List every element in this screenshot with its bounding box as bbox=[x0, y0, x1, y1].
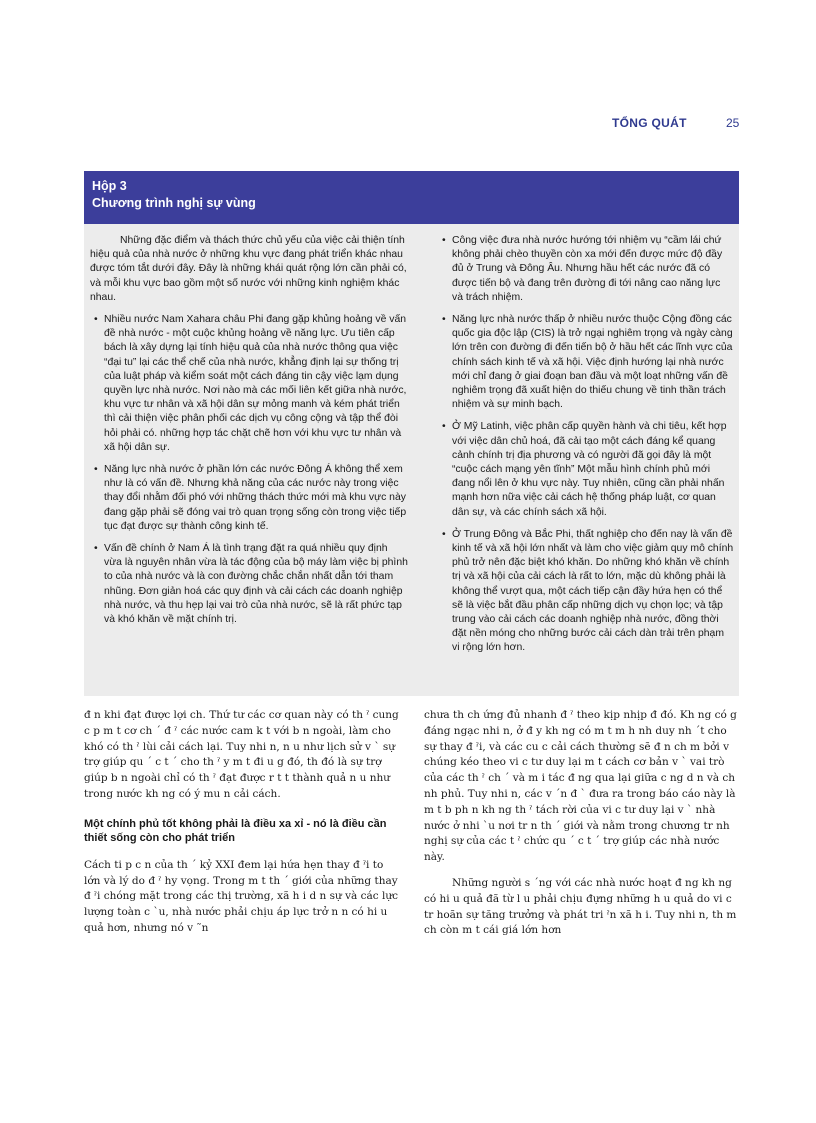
box-bullet: • Nhiều nước Nam Xahara châu Phi đang gặp khủng hoảng về vấn đề nhà nước - một cuộc khủng hoảng về năng lực. Ưu tiên cấp bách là xây dựng lại tính hiệu quả của nhà nước thông qua việc “đại tu” lại các thể chế của nhà nước, khẳng định lại sự thống trị của luật pháp và kiểm soát một cách đáng tin cậy việc lạm dụng quyền lực nhà nước. Nơi nào mà các mối liên kết giữa nhà nước, khu vực tư nhân và xã hội dân sự mỏng manh và kém phát triển thì cải thiện việc phân phối các dịch vụ công cộng và tập thể đòi hỏi phải có. những hợp tác chặt chẽ hơn với khu vực tư nhân và xã hội dân sự. bbox=[90, 313, 408, 455]
body-paragraph: Cách ti p c n của th ˊ kỷ XXI đem lại hứa hẹn thay đ ˀi to lớn và lý do đ ˀ hy vọng. Trong m t th ˊ giới của những thay đ ˀi chóng mặt trong các thị trường, xã h i d n sự và các lực lượng toàn c ˋu, nhà nước phải chịu áp lực trở n n có hi u quả hơn, nhưng nó v ˜n bbox=[84, 858, 399, 934]
body-right-column bbox=[424, 708, 738, 949]
body-left-column bbox=[84, 708, 400, 947]
box-left-column bbox=[90, 234, 408, 635]
body-paragraph: chưa th ch ứng đủ nhanh đ ˀ theo kịp nhịp đ đó. Kh ng có g đáng ngạc nhi n, ở đ y kh ng có m t m h nh duy nh ˊt cho sự thay đ ˀi, và các cu c cải cách thường sẽ đ n ch m bởi v chúng kéo theo vi c tư duy lại m t cách cơ bản v ˋ vai trò của các th ˀ ch ˊ và m i tác đ ng qua lại giữa c ng d n và ch nh phủ. Tuy nhi n, các v ˊn đ ˋ đưa ra trong báo cáo này là m t b ph n kh ng th ˀ tách rời của vi c tư duy lại v ˋ nhà nước ở nhi ˋu nơi tr n th ˊ giới và nằm trong chương tr nh nghị sự của các t ˀ chức qu ˊ c t ˊ trợ giúp các nhà nước này. bbox=[424, 709, 737, 864]
section-heading: Một chính phủ tốt không phải là điều xa xỉ - nó là điều cần thiết sống còn cho phát triển bbox=[84, 817, 387, 845]
box-label: Hộp 3 bbox=[92, 179, 127, 193]
box-header bbox=[84, 171, 739, 224]
section-title: TỔNG QUÁT bbox=[612, 116, 687, 130]
box-bullet: • Năng lực nhà nước ở phần lớn các nước Đông Á không thể xem như là có vấn đề. Nhưng khả năng của các nước này trong việc thay đổi nhằm đối phó với những thách thức mới mà khu vực này đang gặp phải sẽ đóng vai trò quan trọng sống còn trong việc tiếp tục đạt được sự thành công kinh tế. bbox=[90, 463, 408, 534]
box-right-column bbox=[442, 234, 734, 664]
box-bullet: • Ở Trung Đông và Bắc Phi, thất nghiệp cho đến nay là vấn đề kinh tế và xã hội lớn nhất và làm cho việc giảm quy mô chính phủ trở nên đặc biệt khó khăn. Do những khó khăn về chính trị và xã hội của cải cách là rất to lớn, mặc dù không phải là không thể vượt qua, một cách tiếp cận đầy hứa hẹn có thể sẽ là việc bắt đầu phân cấp những dịch vụ chọn lọc; và tập trung vào cải cách các doanh nghiệp nhà nước, đồng thời đặt nền móng cho những bước cải cách dàn trải trên phạm vi rộng lớn hơn. bbox=[442, 528, 734, 656]
box-intro: Những đặc điểm và thách thức chủ yếu của việc cải thiện tính hiệu quả của nhà nước ở những khu vực đang phát triển khác nhau được tóm tắt dưới đây. Đây là những khái quát rộng lớn cần phải có, và mỗi khu vực bao gồm một số nước với những kinh nghiệm khác nhau. bbox=[90, 235, 407, 303]
box-body bbox=[84, 224, 739, 696]
box-bullet: • Vấn đề chính ở Nam Á là tình trạng đặt ra quá nhiều quy định vừa là nguyên nhân vừa là tác động của bộ máy làm việc bị phình to của nhà nước và là con đường chắc chắn nhất dẫn tới tham nhũng. Đơn giản hoá các quy định và cải cách các doanh nghiệp nhà nước, và thu hẹp lại vai trò của nhà nước, sẽ là rất phức tạp và khó khăn về mặt chính trị. bbox=[90, 542, 408, 627]
box-bullet: • Công việc đưa nhà nước hướng tới nhiệm vụ “cầm lái chứ không phải chèo thuyền còn xa mới đến được mức độ đầy đủ ở Trung và Đông Âu. Nhưng hầu hết các nước đã có được tiến bộ và đang trên đường đi tới nâng cao năng lực và trách nhiệm. bbox=[442, 234, 734, 305]
box-title: Chương trình nghị sự vùng bbox=[92, 196, 256, 210]
body-paragraph: Những người s ˊng với các nhà nước hoạt đ ng kh ng có hi u quả đã từ l u phải chịu đựng những h u quả do vi c tr hoãn sự tăng trưởng và phát tri ˀn xã h i. Tuy nhi n, th m ch còn m t cái giá lớn hơn bbox=[424, 876, 737, 937]
page-number: 25 bbox=[726, 116, 740, 130]
box-bullet: • Năng lực nhà nước thấp ở nhiều nước thuộc Cộng đồng các quốc gia độc lập (CIS) là trở ngại nghiêm trọng và ngày càng lớn trên con đường đi đến tiến bộ ở hầu hết các lĩnh vực của chính sách kinh tế và xã hội. Việc định hướng lại nhà nước mới chỉ đang ở giai đoạn ban đầu và một loạt những vấn đề nghiêm trọng đã xuất hiện do thiếu chung về tinh thần trách nhiệm và sự minh bạch. bbox=[442, 313, 734, 412]
page-header bbox=[0, 116, 816, 132]
box-bullet: • Ở Mỹ Latinh, việc phân cấp quyền hành và chi tiêu, kết hợp với việc dân chủ hoá, đã cải tạo một cách đáng kể quang cảnh chính trị địa phương và có người đã gọi đây là một “cuộc cách mạng yên tĩnh” Một mẫu hình chính phủ mới đang nổi lên ở khu vực này. Tuy nhiên, cũng cần phải nhấn mạnh hơn nữa việc cải cách hệ thống pháp luật, cơ quan dân sự, và các chính sách xã hội. bbox=[442, 420, 734, 519]
body-paragraph: đ n khi đạt được lợi ch. Thứ tư các cơ quan này có th ˀ cung c p m t cơ ch ˊ đ ˀ các nước cam k t với b n ngoài, làm cho khó có th ˀ lùi cải cách lại. Tuy nhi n, n u như lịch sử v ˋ sự trợ giúp qu ˊ c t ˊ cho th ˀ y m t đi u g đó, th đó là sự trợ giúp b n ngoài chỉ có th ˀ đạt được r t t thành quả n u như trong nước kh ng có ý mu n cải cách. bbox=[84, 709, 399, 800]
